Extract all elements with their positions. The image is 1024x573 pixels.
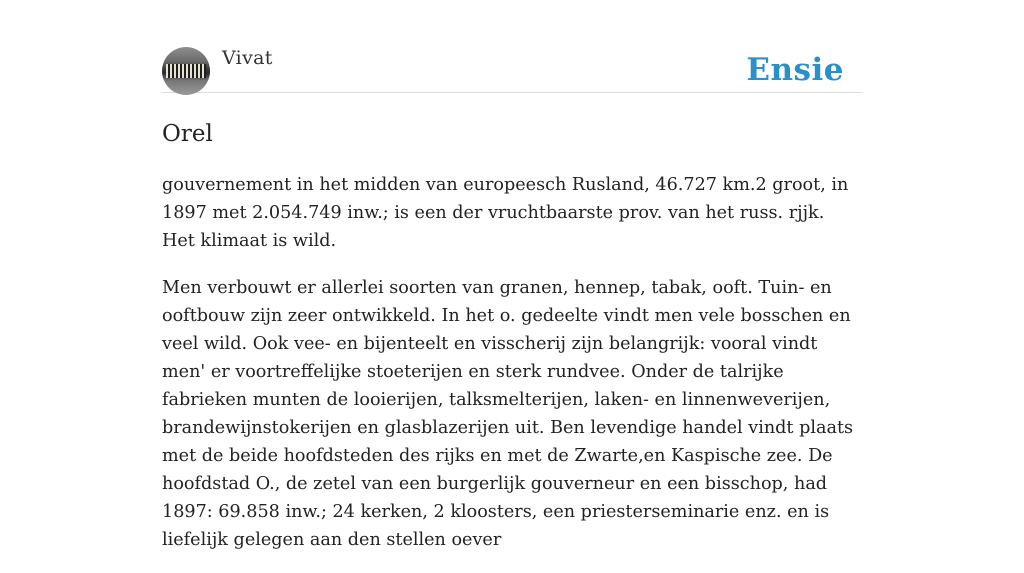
- article-paragraph: gouvernement in het midden van europeesch Rusland, 46.727 km.2 groot, in 1897 met 2.054.749 inw.; is een der vruchtbaarste prov. van het russ. rjjk. Het klimaat is wild.: [162, 175, 849, 251]
- page-container: [162, 0, 862, 573]
- article-title: Orel: [162, 121, 213, 147]
- brand-logo[interactable]: Ensie: [746, 52, 844, 88]
- author-name[interactable]: Vivat: [222, 47, 273, 69]
- author-avatar[interactable]: [162, 47, 210, 95]
- article-body: [162, 171, 862, 554]
- bookshelf-icon: [166, 64, 206, 78]
- article-paragraph: Men verbouwt er allerlei soorten van granen, hennep, tabak, ooft. Tuin- en ooftbouw zijn zeer ontwikkeld. In het o. gedeelte vindt men vele bosschen en veel wild. Ook vee- en bijenteelt en visscherij zijn belangrijk: vooral vindt men' er voortreffelijke stoeterijen en sterk rundvee. Onder de talrijke fabrieken munten de looierijen, talksmelterijen, laken- en linnenweverijen, brandewijnstokerijen en glasblazerijen uit. Ben levendige handel vindt plaats met de beide hoofdsteden des rijks en met de Zwarte,en Kaspische zee. De hoofdstad O., de zetel van een burgerlijk gouverneur en een bisschop, had 1897: 69.858 inw.; 24 kerken, 2 kloosters, een priesterseminarie enz. en is liefelijk gelegen aan den stellen oever: [162, 278, 854, 550]
- page-header: [162, 0, 862, 93]
